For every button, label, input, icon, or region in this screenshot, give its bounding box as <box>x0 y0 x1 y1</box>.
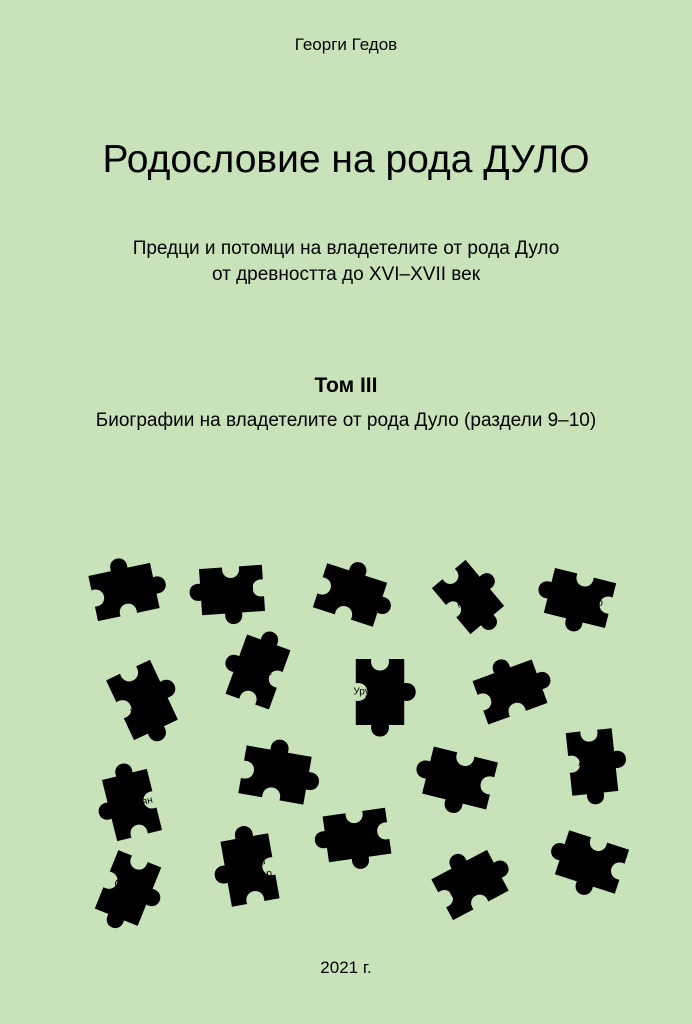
piece-label: Аспарух <box>337 827 377 844</box>
piece-label: Кубер <box>260 767 290 783</box>
subtitle-line-2: от древността до XVI–XVII век <box>211 264 481 285</box>
piece-label: Алцек <box>577 755 607 770</box>
piece-label: Авитохол <box>209 583 255 598</box>
piece-label: Алмиш <box>231 855 267 873</box>
subtitle-line-1: Предци и потомци на владетелите от рода Дуло <box>132 238 560 259</box>
puzzle-piece-avitohol <box>188 565 266 627</box>
piece-label: Бат Боян <box>110 794 154 816</box>
publication-year: 2021 г. <box>320 958 372 977</box>
volume-number: Том III <box>314 374 378 397</box>
puzzle-piece-kotrag <box>408 744 498 821</box>
puzzle-piece-atila <box>432 553 519 642</box>
puzzle-piece-ryurik <box>541 827 629 904</box>
puzzle-piece-sevar <box>91 850 172 940</box>
piece-label: Арбат <box>243 662 273 683</box>
puzzle-piece-asparuh <box>312 808 393 875</box>
piece-label: Баламбер <box>555 587 605 610</box>
author-name: Георги Гедов <box>294 35 398 54</box>
piece-label: Агарджа <box>329 583 371 607</box>
piece-label: Иджик <box>108 583 140 601</box>
puzzle-piece-kuber <box>238 734 325 807</box>
piece-label: Кубрат <box>128 683 156 717</box>
puzzle-piece-urus-aydar <box>353 659 415 737</box>
puzzle-piece-irnik <box>469 645 558 724</box>
piece-label-second-line: Джагфар <box>229 867 273 887</box>
piece-label: Котраг <box>443 769 477 788</box>
piece-label: Рюрик <box>576 852 608 872</box>
puzzle-piece-altsek <box>566 727 631 807</box>
puzzle-piece-bat-boyan <box>89 758 162 844</box>
puzzle-piece-kubrat <box>106 655 193 751</box>
puzzle-piece-arbat <box>215 620 294 709</box>
puzzle-piece-almish-dzhagfar <box>207 822 280 909</box>
puzzle-piece-balamber <box>530 565 616 638</box>
piece-label: Атила <box>453 583 483 611</box>
volume-subtitle: Биографии на владетелите от рода Дуло (раздели 9–10) <box>95 410 597 431</box>
puzzle-piece-idzhik <box>86 550 170 621</box>
piece-label: Ирник <box>494 682 526 703</box>
piece-label: Шах Гали <box>447 869 493 901</box>
piece-label: Севар <box>112 877 144 899</box>
puzzle-piece-agardzha <box>313 553 401 630</box>
piece-label: Урус Айдар <box>353 686 407 698</box>
book-title: Родословие на рода ДУЛО <box>102 138 590 181</box>
puzzle-piece-shah-gali <box>426 835 518 920</box>
